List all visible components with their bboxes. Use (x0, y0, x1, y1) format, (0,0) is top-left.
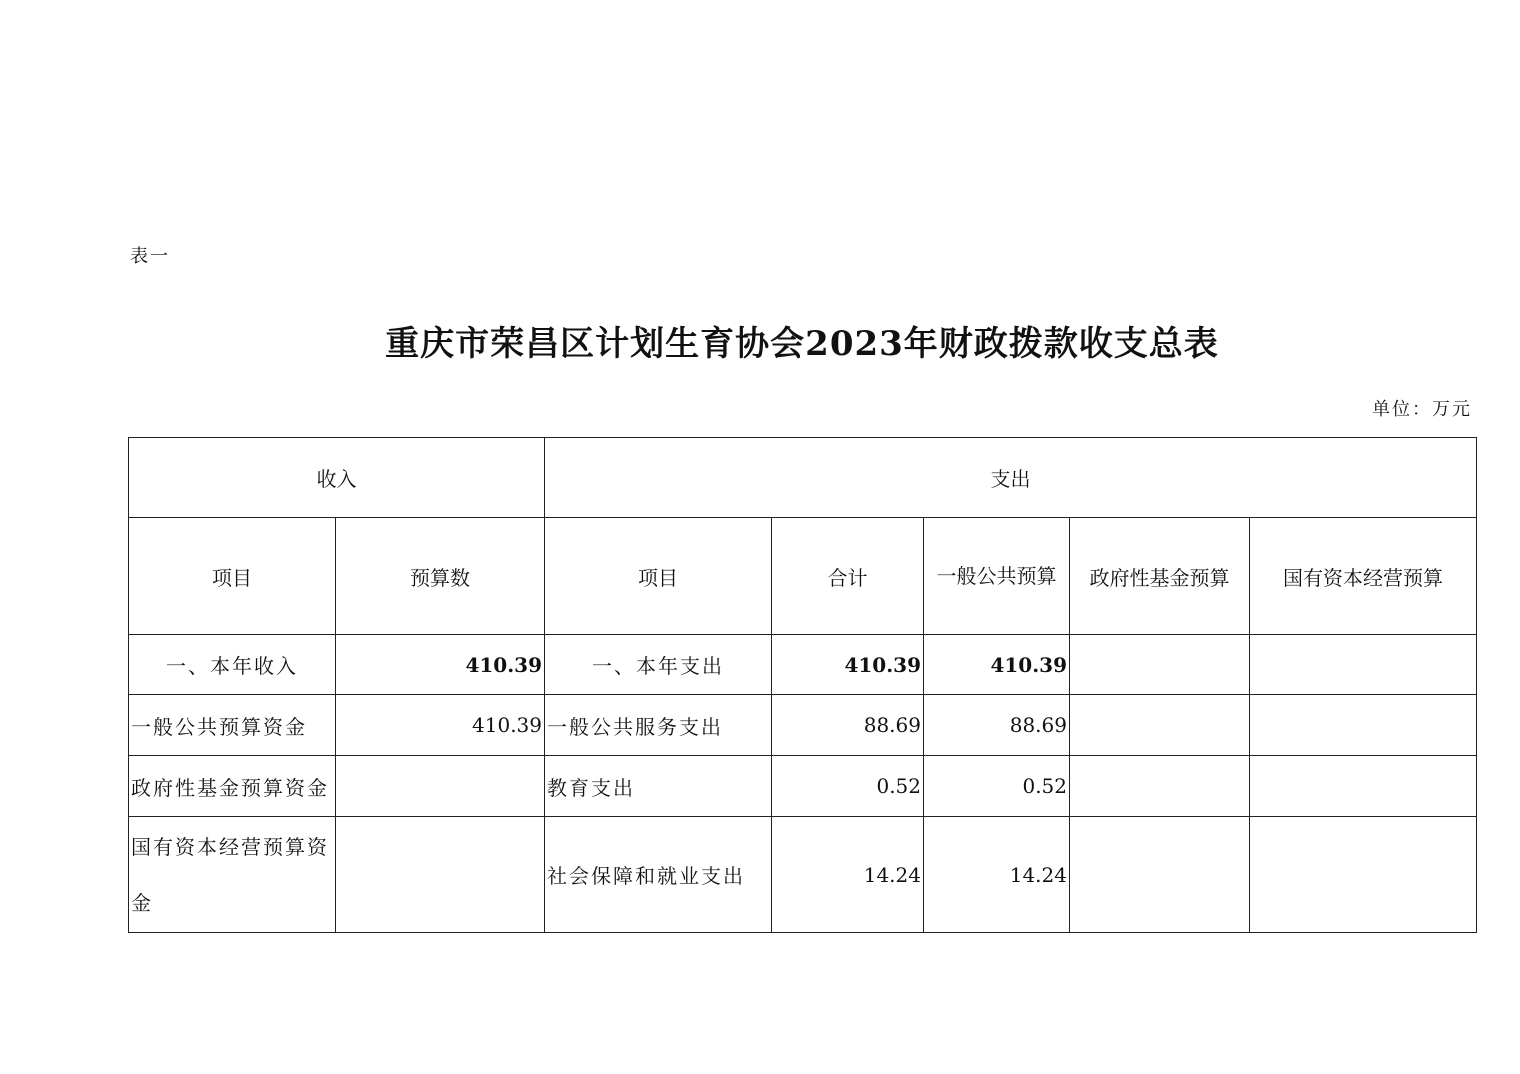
column-header-row (129, 518, 1477, 635)
gov-fund-budget-cell (1070, 817, 1250, 933)
state-capital-budget-header: 国有资本经营预算 (1250, 518, 1477, 635)
budget-summary-table (128, 437, 1477, 933)
income-budget-cell: 410.39 (336, 635, 545, 695)
income-item-cell: 政府性基金预算资金 (129, 756, 336, 817)
gov-fund-budget-cell (1070, 756, 1250, 817)
table-row (129, 817, 1477, 933)
general-budget-cell: 0.52 (924, 756, 1070, 817)
total-cell: 88.69 (772, 695, 924, 756)
gov-fund-budget-cell (1070, 635, 1250, 695)
table-row (129, 756, 1477, 817)
total-header: 合计 (772, 518, 924, 635)
state-capital-budget-cell (1250, 635, 1477, 695)
income-group-header: 收入 (129, 438, 545, 518)
expenditure-item-cell: 一般公共服务支出 (545, 695, 772, 756)
general-budget-cell: 88.69 (924, 695, 1070, 756)
state-capital-budget-cell (1250, 756, 1477, 817)
general-budget-cell: 14.24 (924, 817, 1070, 933)
table-row (129, 695, 1477, 756)
total-cell: 410.39 (772, 635, 924, 695)
state-capital-budget-cell (1250, 817, 1477, 933)
total-cell: 14.24 (772, 817, 924, 933)
total-cell: 0.52 (772, 756, 924, 817)
unit-note: 单位：万元 (1372, 399, 1472, 420)
state-capital-budget-cell (1250, 695, 1477, 756)
expenditure-group-header: 支出 (545, 438, 1477, 518)
income-item-header: 项目 (129, 518, 336, 635)
table-label: 表一 (130, 246, 170, 267)
income-item-cell: 一、本年收入 (129, 635, 336, 695)
expenditure-item-header: 项目 (545, 518, 772, 635)
document-title: 重庆市荣昌区计划生育协会2023年财政拨款收支总表 (385, 324, 1219, 364)
general-budget-cell: 410.39 (924, 635, 1070, 695)
income-budget-cell (336, 756, 545, 817)
gov-fund-budget-cell (1070, 695, 1250, 756)
expenditure-item-cell: 社会保障和就业支出 (545, 817, 772, 933)
expenditure-item-cell: 教育支出 (545, 756, 772, 817)
income-budget-cell: 410.39 (336, 695, 545, 756)
gov-fund-budget-header: 政府性基金预算 (1070, 518, 1250, 635)
table-row (129, 635, 1477, 695)
income-item-cell: 国有资本经营预算资金 (129, 817, 336, 933)
income-budget-header: 预算数 (336, 518, 545, 635)
income-budget-cell (336, 817, 545, 933)
expenditure-item-cell: 一、本年支出 (545, 635, 772, 695)
general-budget-header: 一般公共预算 (924, 518, 1070, 635)
group-header-row (129, 438, 1477, 518)
income-item-cell: 一般公共预算资金 (129, 695, 336, 756)
